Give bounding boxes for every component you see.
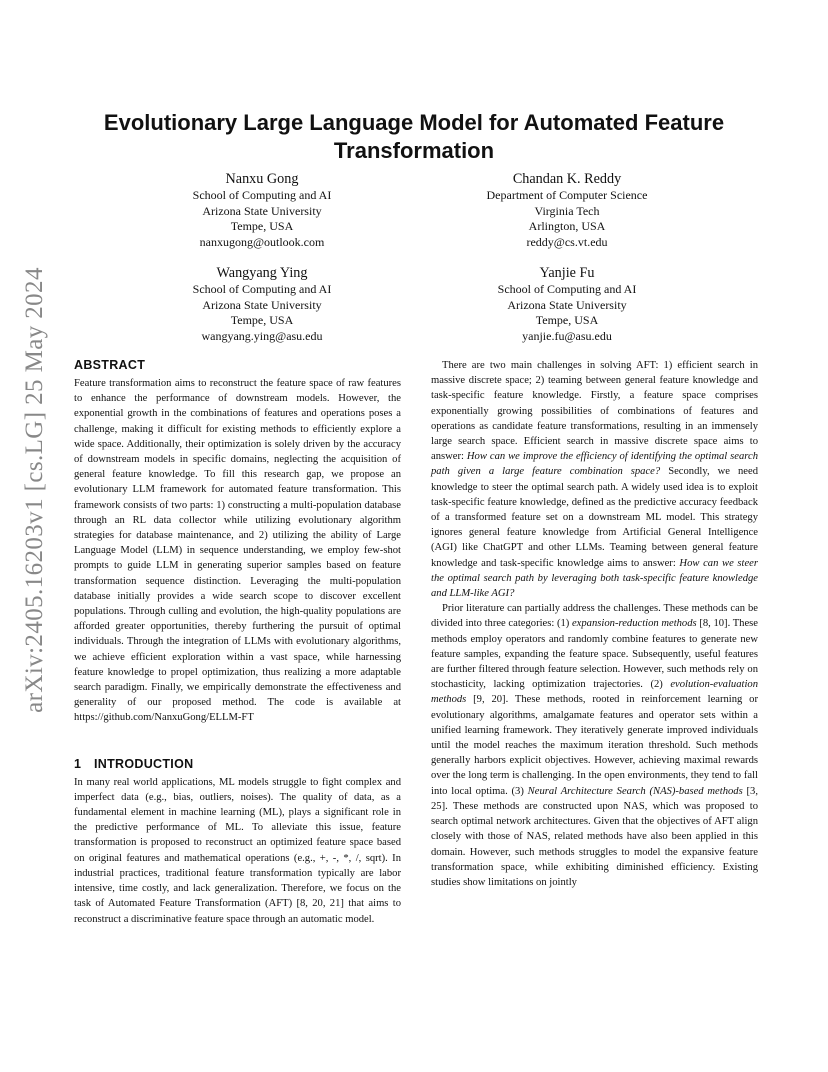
author-name: Wangyang Ying (216, 265, 308, 281)
text-run: There are two main challenges in solving AFT: 1) efficient search in massive discrete space; 2) teaming between general feature knowledge and task-specific feature knowledge. Firstly, a feature space comprises exponentially growing possibilities of combinations of features and operations as candidate feature transformations, resulting in an immensely large search space. Efficient search in massive discrete space aims to answer: (431, 360, 758, 463)
section-number: 1 (74, 756, 82, 771)
left-column (74, 357, 401, 927)
author-affiliation: School of Computing and AI (192, 188, 332, 202)
author-location: Tempe, USA (535, 313, 599, 328)
text-run: Prior literature can partially address the challenges. These methods can be divided into three categories: (1) (431, 603, 758, 630)
author-affiliation: School of Computing and AI (192, 282, 332, 296)
italic-question-2: How can we steer the optimal search path by leveraging both task-specific feature knowledge and LLM-like AGI? (431, 557, 758, 600)
author-institution: Arizona State University (202, 297, 322, 312)
author-institution: Arizona State University (507, 297, 627, 312)
italic-term-1: expansion-reduction methods (571, 618, 697, 630)
author-name: Chandan K. Reddy (512, 171, 622, 187)
author-block-2 (442, 170, 692, 250)
abstract-text: Feature transformation aims to reconstruct the feature space of raw features to enhance the performance of downstream models. However, the exponential growth in the combinations of features and operations poses a challenge, making it difficult for existing methods to efficiently explore a wide space. Additionally, their optimization is solely driven by the accuracy of downstream models in specific domains, neglecting the acquisition of general feature knowledge. To fill this research gap, we propose an evolutionary LLM framework for automated feature transformation. This framework consists of two parts: 1) constructing a multi-population database through an RL data collector while utilizing evolutionary algorithm strategies for database maintenance, and 2) utilizing the ability of Large Language Model (LLM) in sequence understanding, we employ few-shot prompts to guide LLM in generating superior samples based on feature transformation sequence distinction. Leveraging the multi-population database initially provides a wide search scope to discover excellent populations. Through culling and evolution, the high-quality populations are afforded greater opportunities, thereby furthering the pursuit of optimal individuals. Through the integration of LLMs with evolutionary algorithms, we achieve efficient exploration within a vast space, while harnessing feature knowledge to propel optimization, thus realizing a more adaptable search paradigm. Finally, we empirically demonstrate the effectiveness and generality of our proposed method. The code is available at https://github.com/NanxuGong/ELLM-FT (74, 378, 401, 724)
challenges-paragraph (431, 358, 758, 601)
section-title: INTRODUCTION (94, 756, 194, 771)
author-email: nanxugong@outlook.com (199, 234, 325, 249)
author-email: yanjie.fu@asu.edu (522, 328, 612, 343)
paper-title: Evolutionary Large Language Model for Automated Feature Transformation (103, 110, 725, 163)
text-run: [8, 10]. These methods employ operators and randomly combine features to generate new feature samples, expanding the feature space. Subsequently, useful features are further filtered through feature selection. However, such methods rely on stochasticity, lacking optimization trajectories. (2) (431, 618, 758, 691)
author-name: Nanxu Gong (225, 171, 299, 187)
author-block-3 (137, 264, 387, 344)
author-email: reddy@cs.vt.edu (526, 234, 608, 249)
arxiv-identifier-stamp (8, 267, 62, 713)
italic-question-1: How can we improve the efficiency of identifying the optimal search path given a large feature combination space? (431, 451, 759, 478)
author-location: Tempe, USA (230, 219, 294, 234)
arxiv-identifier-text: arXiv:2405.16203v1 [cs.LG] 25 May 2024 (21, 267, 49, 713)
prior-literature-paragraph (431, 601, 758, 890)
author-location: Tempe, USA (230, 313, 294, 328)
author-block-1 (137, 170, 387, 250)
italic-term-3: Neural Architecture Search (NAS)-based methods (527, 785, 743, 797)
author-email: wangyang.ying@asu.edu (201, 328, 323, 343)
author-institution: Virginia Tech (534, 203, 600, 218)
right-column (431, 358, 758, 890)
author-institution: Arizona State University (202, 203, 322, 218)
text-run: [3, 25]. These methods are constructed upon NAS, which was proposed to search optimal network architectures. Given that the objectives of AFT align closely with those of NAS, related methods have also been applied in this domain. However, such methods struggles to model the expansive feature transformation space, while exhibiting diminished efficiency. Existing studies show limitations on jointly (431, 785, 758, 888)
text-run: Secondly, we need knowledge to steer the optimal search path. A widely used idea is to exploit task-specific feature knowledge, defined as the predictive accuracy feedback of a transformed feature set on a downstream ML model. This strategy ignores general feature knowledge from Artificial General Intelligence (AGI) like ChatGPT and other LLMs. Teaming between general feature knowledge and task-specific knowledge aims to answer: (431, 466, 758, 569)
text-run: [9, 20]. These methods, rooted in reinforcement learning or evolutionary algorithms, amalgamate features and operator sets within a unified learning framework. They iteratively generate improved individuals until the model reaches the maximum iteration threshold. Such methods generally harbors explicit objectives. However, achieving maximal rewards over the long term is challenging. In the open environments, they tend to fall into local optima. (3) (431, 694, 758, 797)
introduction-paragraph-1: In many real world applications, ML models struggle to fight complex and imperfect data (e.g., bias, outliers, noises). The quality of data, as a fundamental element in machine learning (ML), plays a significant role in the predictive performance of ML. To alleviate this issue, feature transformation is proposed to reconstruct an optimized feature space based on original features and mathematical operations (e.g., +, -, *, /, sqrt). In industrial practices, traditional feature transformation typically are labor intensive, time costly, and lack generalization. Therefore, we focus on the task of Automated Feature Transformation (AFT) [8, 20, 21] that aims to reconstruct a discriminative feature space through an automatic model. (74, 776, 401, 925)
italic-term-2: evolution-evaluation methods (431, 679, 758, 706)
introduction-heading (74, 756, 401, 772)
author-location: Arlington, USA (528, 219, 606, 234)
abstract-heading: ABSTRACT (74, 358, 146, 372)
author-name: Yanjie Fu (539, 265, 595, 281)
author-block-4 (442, 264, 692, 344)
author-affiliation: Department of Computer Science (486, 188, 648, 202)
author-affiliation: School of Computing and AI (497, 282, 637, 296)
